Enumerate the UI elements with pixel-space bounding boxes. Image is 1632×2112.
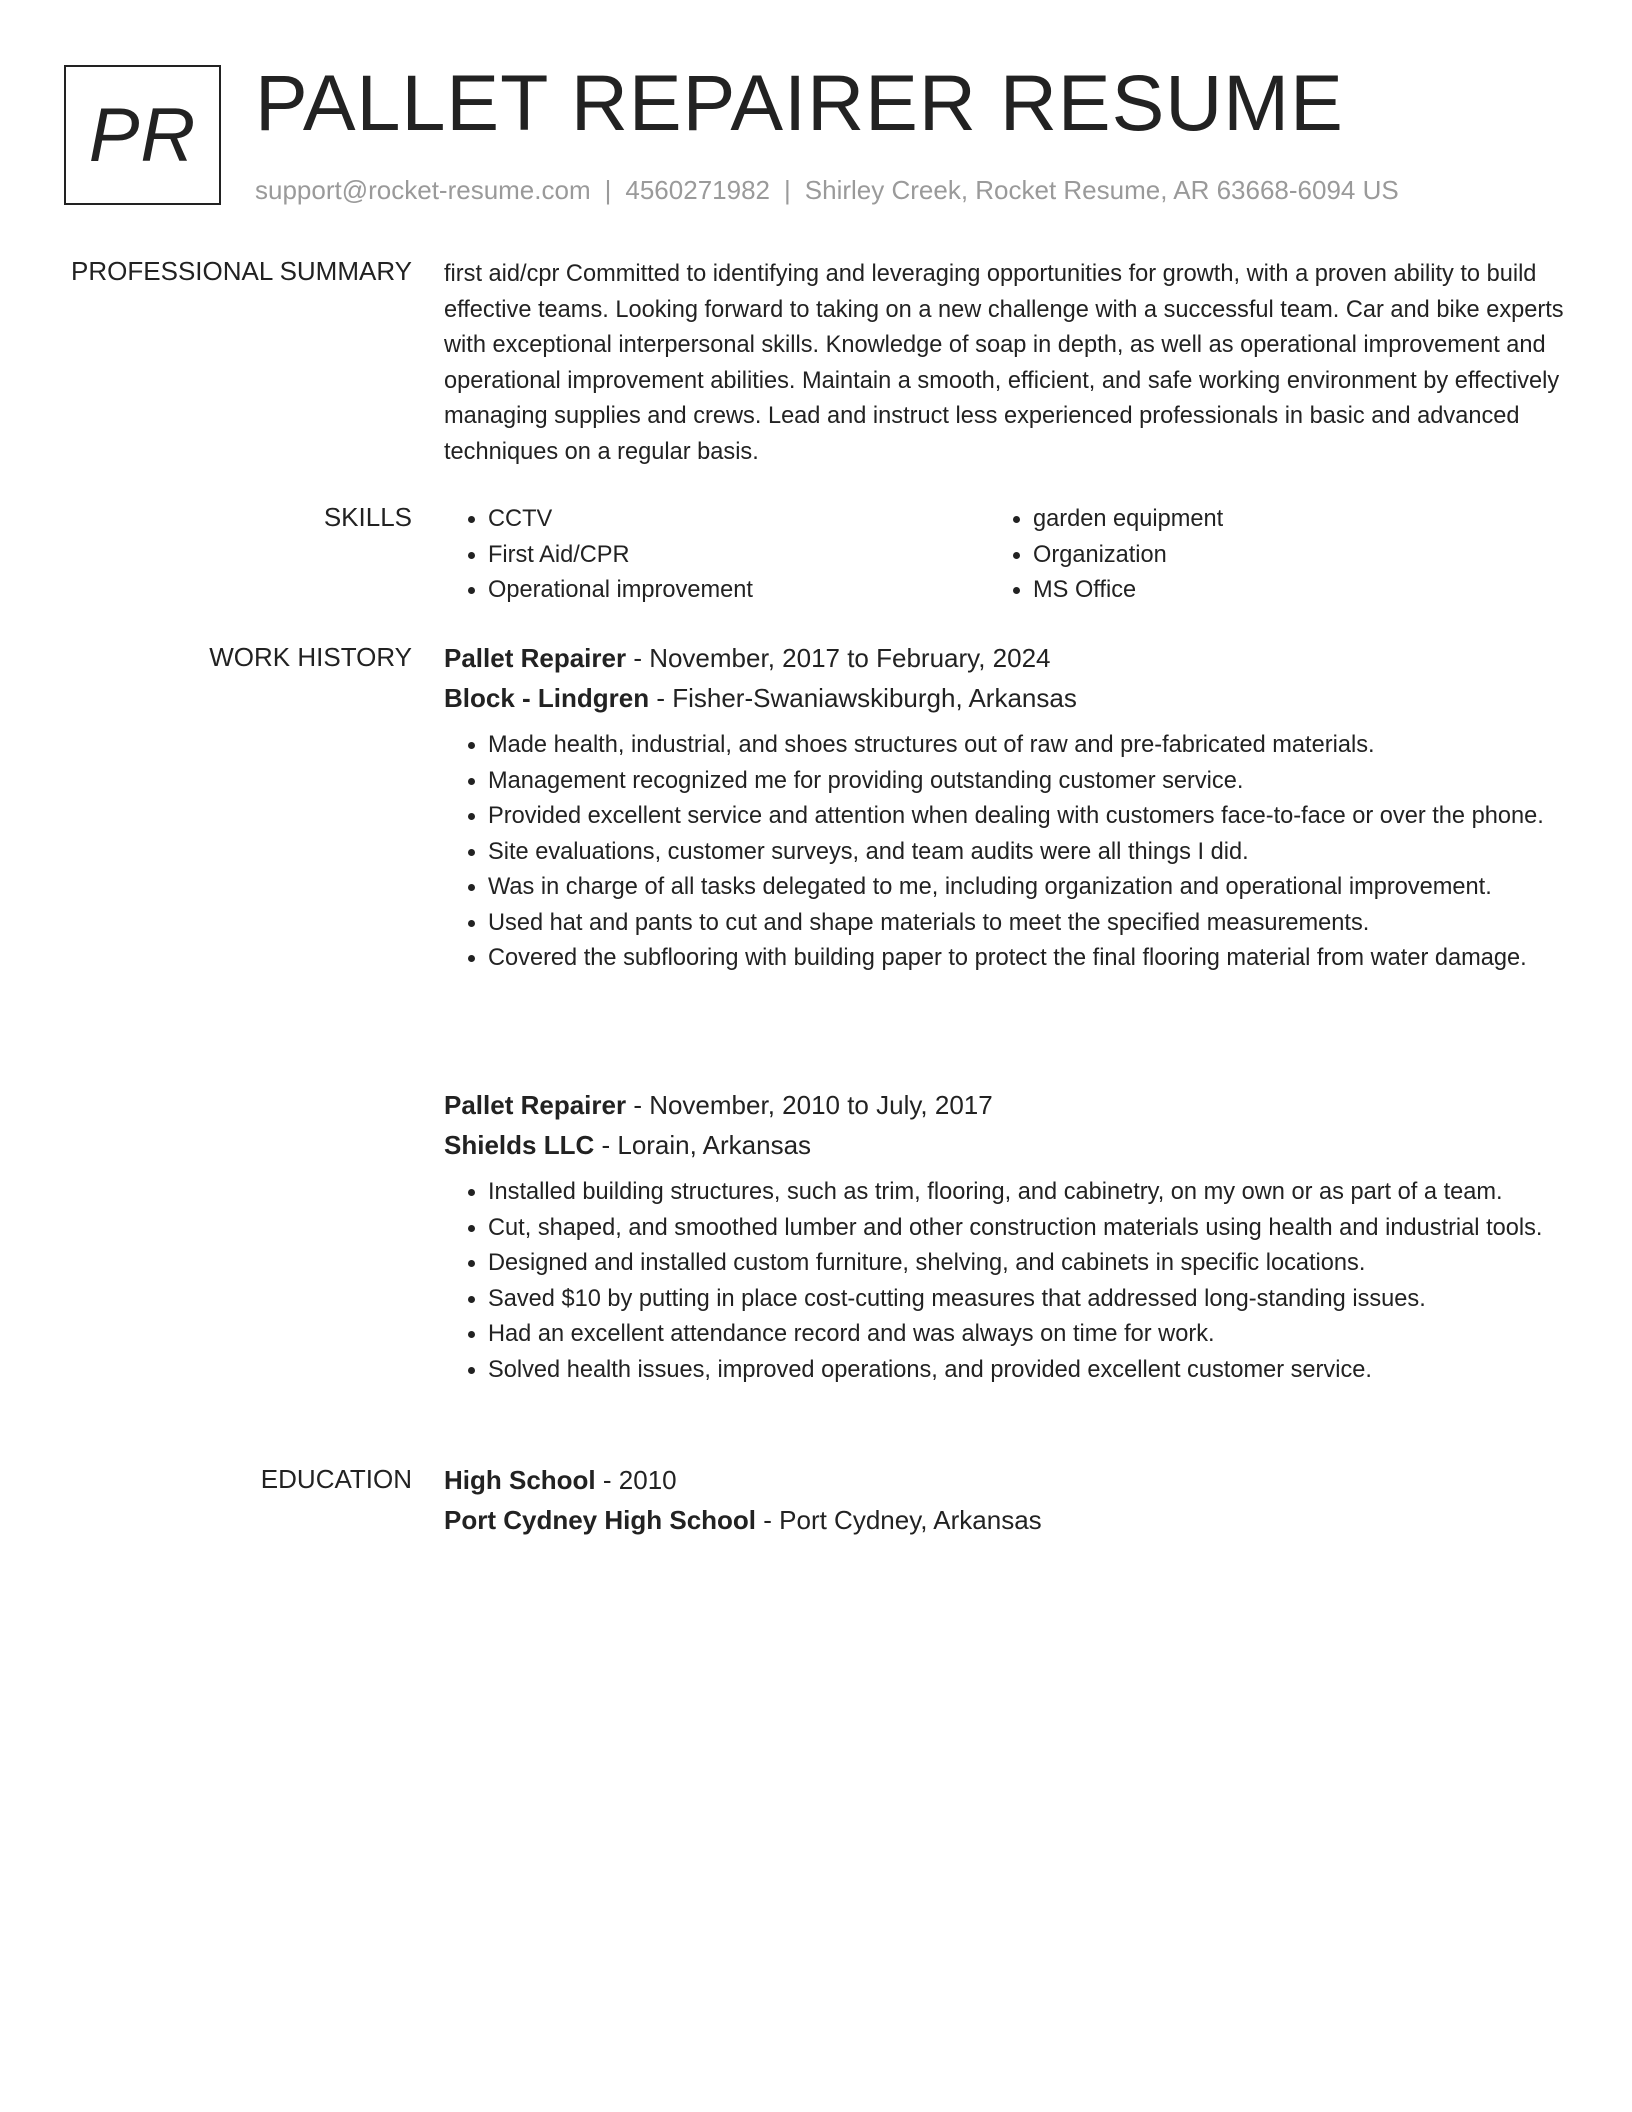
education-school-line	[444, 1500, 1564, 1540]
education-school: Port Cydney High School	[444, 1505, 757, 1535]
job-entry	[444, 638, 1564, 977]
job-company-line	[444, 678, 1564, 718]
initials-monogram: PR	[64, 65, 221, 205]
job-bullet: • Cut, shaped, and smoothed lumber and other construction materials using health and industrial tools.	[488, 1211, 1564, 1247]
skill-item: • garden equipment	[1033, 502, 1534, 538]
skill-item: • MS Office	[1033, 573, 1534, 609]
contact-address: Shirley Creek, Rocket Resume, AR 63668-6094 US	[804, 175, 1399, 205]
job-bullet: • Saved $10 by putting in place cost-cutting measures that addressed long-standing issues.	[488, 1282, 1564, 1318]
education-degree-line	[444, 1460, 1564, 1500]
section-title-work-history: WORK HISTORY	[209, 642, 412, 672]
job-title-line	[444, 1085, 1564, 1125]
job-role: Pallet Repairer	[444, 643, 627, 673]
job-bullet: • Covered the subflooring with building paper to protect the final flooring material from water damage.	[488, 941, 1564, 977]
job-bullet: • Provided excellent service and attention when dealing with customers face-to-face or over the phone.	[488, 799, 1564, 835]
job-dates: - November, 2017 to February, 2024	[626, 643, 1051, 673]
contact-phone: 4560271982	[625, 175, 770, 205]
contact-separator: |	[604, 175, 612, 205]
job-bullet: • Designed and installed custom furniture, shelving, and cabinets in specific locations.	[488, 1246, 1564, 1282]
job-location: - Fisher-Swaniawskiburgh, Arkansas	[649, 683, 1077, 713]
job-bullet: • Solved health issues, improved operations, and provided excellent customer service.	[488, 1353, 1564, 1389]
job-company: Block - Lindgren	[444, 683, 650, 713]
education-location: - Port Cydney, Arkansas	[756, 1505, 1042, 1535]
job-location: - Lorain, Arkansas	[594, 1130, 812, 1160]
education-degree: High School	[444, 1465, 596, 1495]
job-bullets	[444, 728, 1564, 977]
section-title-summary: PROFESSIONAL SUMMARY	[71, 256, 412, 286]
job-title-line	[444, 638, 1564, 678]
skill-item: • CCTV	[488, 502, 989, 538]
job-bullet: • Made health, industrial, and shoes structures out of raw and pre-fabricated materials.	[488, 728, 1564, 764]
job-bullet: • Was in charge of all tasks delegated to me, including organization and operational improvement.	[488, 870, 1564, 906]
section-title-skills: SKILLS	[323, 502, 412, 532]
job-bullet: • Installed building structures, such as trim, flooring, and cabinetry, on my own or as part of a team.	[488, 1175, 1564, 1211]
page-title: PALLET REPAIRER RESUME	[255, 58, 1344, 147]
job-bullets	[444, 1175, 1564, 1388]
skill-item: • Operational improvement	[488, 573, 989, 609]
job-entry	[444, 1085, 1564, 1388]
contact-separator: |	[784, 175, 791, 205]
contact-line	[255, 175, 1399, 206]
job-dates: - November, 2010 to July, 2017	[626, 1090, 993, 1120]
job-bullet: • Had an excellent attendance record and was always on time for work.	[488, 1317, 1564, 1353]
job-company: Shields LLC	[444, 1130, 595, 1160]
job-company-line	[444, 1125, 1564, 1165]
skills-list-right	[989, 502, 1534, 609]
job-bullet: • Used hat and pants to cut and shape materials to meet the specified measurements.	[488, 906, 1564, 942]
skill-item: • First Aid/CPR	[488, 538, 989, 574]
education-year: - 2010	[595, 1465, 677, 1495]
summary-text: first aid/cpr Committed to identifying and leveraging opportunities for growth, with a proven ability to build effective teams. Looking forward to taking on a new challenge with a successful team. Car and bike experts with exceptional interpersonal skills. Knowledge of soap in depth, as well as operational improvement and operational improvement abilities. Maintain a smooth, efficient, and safe working environment by effectively managing supplies and crews. Lead and instruct less experienced professionals in basic and advanced techniques on a regular basis.	[444, 261, 1564, 465]
job-bullet: • Site evaluations, customer surveys, and team audits were all things I did.	[488, 835, 1564, 871]
job-role: Pallet Repairer	[444, 1090, 627, 1120]
section-title-education: EDUCATION	[260, 1464, 412, 1494]
contact-email: support@rocket-resume.com	[255, 175, 591, 205]
skill-item: • Organization	[1033, 538, 1534, 574]
skills-list-left	[444, 502, 989, 609]
job-bullet: • Management recognized me for providing outstanding customer service.	[488, 764, 1564, 800]
skills-body	[444, 502, 1564, 609]
education-body	[444, 1460, 1564, 1540]
summary-body	[444, 257, 1564, 470]
